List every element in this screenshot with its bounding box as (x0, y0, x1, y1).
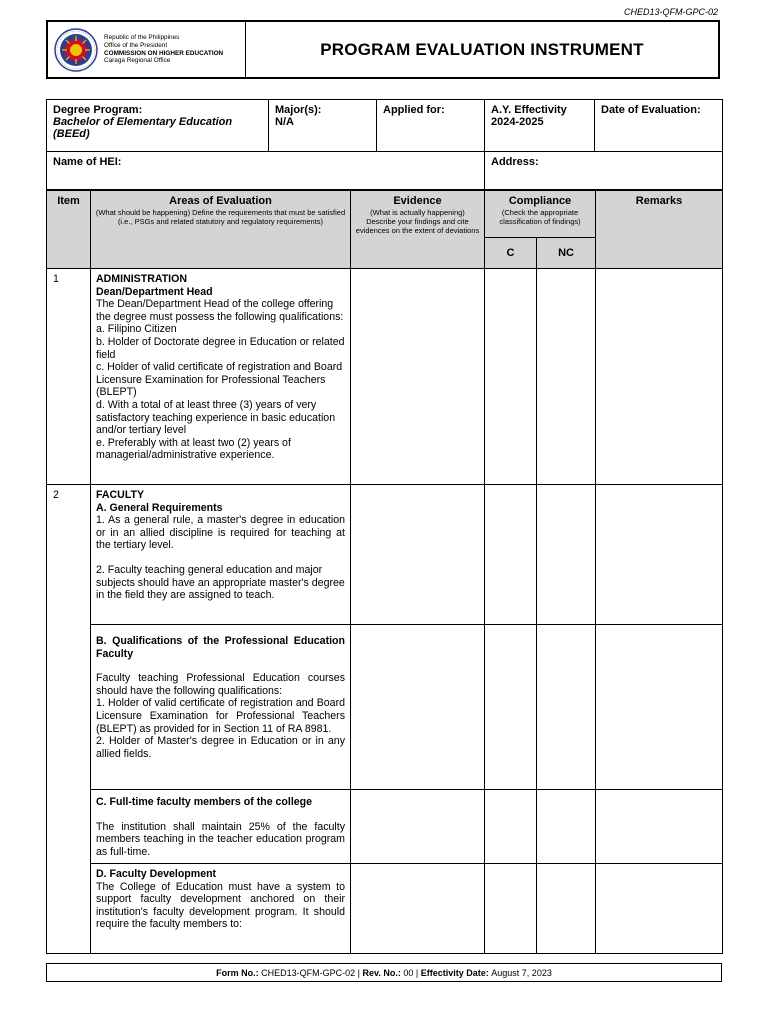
area-heading: B. Qualifications of the Professional Education Faculty (96, 635, 345, 660)
evaluation-table (46, 190, 723, 954)
effectivity-date-value: August 7, 2023 (491, 967, 552, 978)
evidence-column-title: Evidence (393, 195, 442, 207)
area-text: The institution shall maintain 25% of the faculty members teaching in the teacher education program as full-time. (96, 820, 345, 858)
form-no-value: CHED13-QFM-GPC-02 (261, 967, 356, 978)
table-row (47, 625, 723, 790)
area-cell (91, 485, 351, 625)
compliance-c-cell[interactable] (485, 864, 537, 954)
areas-column-header (91, 191, 351, 269)
area-subheading: A. General Requirements (96, 501, 223, 514)
compliance-column-header (485, 191, 596, 238)
area-text: d. With a total of at least three (3) years of very satisfactory teaching experience in basic education and/or tertiary level (96, 398, 336, 437)
area-heading: FACULTY (96, 489, 145, 501)
hei-name-label: Name of HEI: (53, 156, 122, 168)
area-cell (91, 625, 351, 790)
agency-line-republic: Republic of the Philippines (104, 34, 180, 42)
area-text: 1. Holder of valid certificate of registration and Board Licensure Examination for Professional Teachers (BLEPT) as provided for in Section 11 of RA 8981. (96, 697, 345, 735)
compliance-nc-cell[interactable] (537, 790, 596, 864)
area-text: b. Holder of Doctorate degree in Education or related field (96, 335, 345, 361)
nc-column-header: NC (537, 238, 596, 269)
remarks-cell[interactable] (596, 269, 723, 485)
agency-line-region: Caraga Regional Office (104, 57, 171, 65)
date-of-evaluation-cell (595, 100, 723, 152)
evidence-column-header (351, 191, 485, 269)
area-heading: ADMINISTRATION (96, 273, 188, 285)
evidence-cell[interactable] (351, 269, 485, 485)
table-row (47, 790, 723, 864)
rev-no-value: 00 (403, 967, 414, 978)
remarks-cell[interactable] (596, 790, 723, 864)
compliance-c-cell[interactable] (485, 269, 537, 485)
area-text: c. Holder of valid certificate of registration and Board Licensure Examination for Professional Teachers (BLEPT) (96, 361, 343, 399)
area-text: 1. As a general rule, a master's degree in education or in an allied discipline is required for teaching at the tertiary level. (96, 514, 345, 552)
compliance-c-cell[interactable] (485, 625, 537, 790)
area-text: The Dean/Department Head of the college offering the degree must possess the following qualifications: (96, 298, 344, 323)
ay-effectivity-value: 2024-2025 (491, 116, 544, 128)
c-column-header: C (485, 238, 537, 269)
ay-effectivity-label: A.Y. Effectivity (491, 104, 567, 116)
effectivity-date-label: Effectivity Date: (420, 967, 489, 978)
table-row (47, 485, 723, 625)
compliance-nc-cell[interactable] (537, 864, 596, 954)
compliance-nc-cell[interactable] (537, 625, 596, 790)
applied-for-cell (377, 100, 485, 152)
degree-program-label: Degree Program: (53, 104, 143, 116)
compliance-nc-cell[interactable] (537, 485, 596, 625)
page-title: PROGRAM EVALUATION INSTRUMENT (320, 39, 644, 59)
hei-name-cell (47, 152, 485, 190)
item-column-header: Item (47, 191, 91, 269)
remarks-column-header: Remarks (596, 191, 723, 269)
agency-line-commission: COMMISSION ON HIGHER EDUCATION (104, 49, 224, 57)
date-of-evaluation-label: Date of Evaluation: (601, 104, 701, 116)
rev-no-label: Rev. No.: (362, 967, 401, 978)
document-code: CHED13-QFM-GPC-02 (623, 7, 718, 17)
area-cell (91, 864, 351, 954)
area-subheading: Dean/Department Head (96, 285, 213, 298)
evidence-column-subtitle: (What is actually happening) Describe your findings and cite evidences on the extent of deviations (355, 208, 480, 235)
area-heading: C. Full-time faculty members of the college (96, 796, 313, 808)
remarks-cell[interactable] (596, 485, 723, 625)
compliance-nc-cell[interactable] (537, 269, 596, 485)
table-row (47, 269, 723, 485)
agency-lines (104, 34, 223, 64)
document-header (46, 20, 720, 79)
area-text: a. Filipino Citizen (96, 323, 177, 336)
remarks-cell[interactable] (596, 625, 723, 790)
compliance-column-subtitle: (Check the appropriate classification of findings) (499, 208, 581, 226)
major-label: Major(s): (275, 104, 322, 116)
table-row (47, 864, 723, 954)
evidence-cell[interactable] (351, 864, 485, 954)
compliance-c-cell[interactable] (485, 485, 537, 625)
area-text: 2. Faculty teaching general education and major subjects should have an appropriate master's degree in the field they are assigned to teach. (96, 563, 345, 602)
ay-effectivity-cell (485, 100, 595, 152)
degree-program-cell (47, 100, 269, 152)
degree-program-value: Bachelor of Elementary Education (BEEd) (53, 116, 233, 140)
area-text: Faculty teaching Professional Education courses should have the following qualifications: (96, 672, 345, 697)
address-label: Address: (491, 156, 539, 168)
area-text: The College of Education must have a system to support faculty development anchored on their institution's faculty development program. It should require the faculty members to: (96, 880, 345, 931)
form-no-label: Form No.: (216, 967, 259, 978)
compliance-c-cell[interactable] (485, 790, 537, 864)
major-cell (269, 100, 377, 152)
item-number: 2 (47, 485, 91, 954)
agency-line-office: Office of the President (104, 41, 168, 49)
area-text: e. Preferably with at least two (2) years of managerial/administrative experience. (96, 436, 291, 462)
program-info-table (46, 99, 723, 190)
area-cell (91, 269, 351, 485)
evidence-cell[interactable] (351, 790, 485, 864)
area-cell (91, 790, 351, 864)
ched-seal-icon (54, 28, 98, 72)
evidence-cell[interactable] (351, 625, 485, 790)
remarks-cell[interactable] (596, 864, 723, 954)
areas-column-subtitle: (What should be happening) Define the requirements that must be satisfied (i.e., PSGs and related statutory and regulatory requirements) (95, 208, 346, 226)
areas-column-title: Areas of Evaluation (169, 195, 272, 207)
compliance-column-title: Compliance (508, 195, 572, 207)
document-footer: Form No.: CHED13-QFM-GPC-02 | Rev. No.: 00 | Effectivity Date: August 7, 2023 (46, 963, 722, 982)
address-cell (485, 152, 723, 190)
agency-block (48, 22, 246, 77)
area-heading: D. Faculty Development (96, 868, 217, 880)
major-value: N/A (275, 116, 294, 128)
item-number: 1 (47, 269, 91, 485)
applied-for-label: Applied for: (383, 104, 445, 116)
evidence-cell[interactable] (351, 485, 485, 625)
area-text: 2. Holder of Master's degree in Education or in any allied fields. (96, 735, 345, 760)
